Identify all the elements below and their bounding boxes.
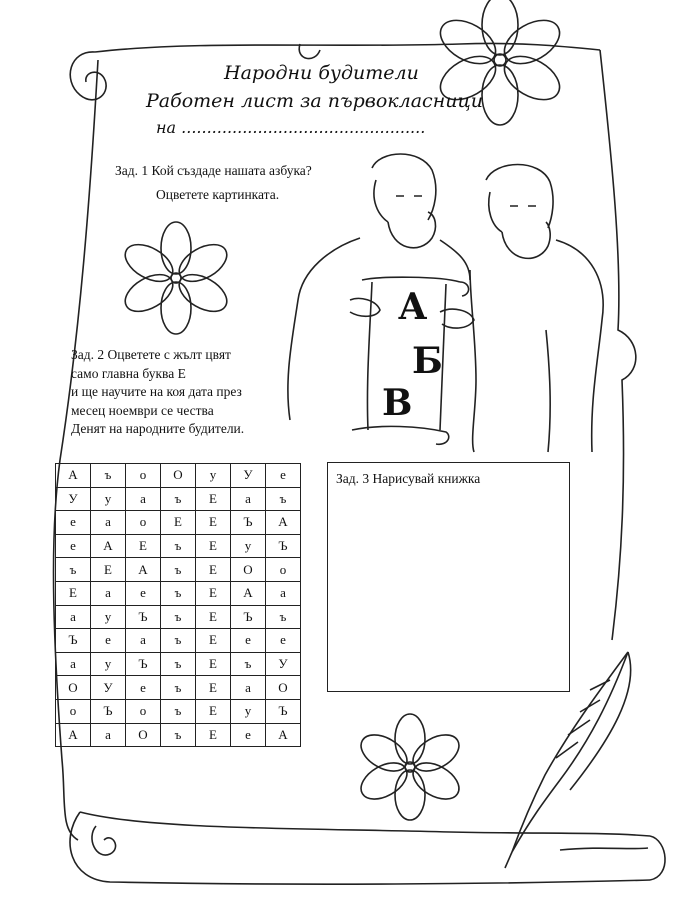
grid-cell[interactable]: А (126, 558, 161, 582)
grid-cell[interactable]: ъ (231, 652, 266, 676)
task2-instructions (71, 346, 244, 439)
grid-cell[interactable]: у (91, 652, 126, 676)
task1-instruction: Оцветете картинката. (156, 187, 280, 202)
grid-row (56, 605, 301, 629)
grid-cell[interactable]: ъ (56, 558, 91, 582)
grid-cell[interactable]: а (231, 487, 266, 511)
grid-cell[interactable]: А (56, 723, 91, 747)
grid-cell[interactable]: а (231, 676, 266, 700)
flower-bottom-icon (355, 714, 465, 820)
grid-cell[interactable]: Ъ (231, 511, 266, 535)
scroll-letter-v: В (382, 382, 413, 424)
grid-cell[interactable]: е (56, 511, 91, 535)
task3-label: Зад. 3 Нарисувай книжка (336, 471, 481, 486)
grid-cell[interactable]: а (91, 723, 126, 747)
grid-row (56, 652, 301, 676)
grid-cell[interactable]: Е (196, 487, 231, 511)
grid-cell[interactable]: е (126, 581, 161, 605)
grid-cell[interactable]: У (266, 652, 301, 676)
grid-cell[interactable]: А (266, 723, 301, 747)
saints-cyril-methodius-illustration (288, 154, 603, 452)
grid-row (56, 464, 301, 488)
grid-cell[interactable]: Е (56, 581, 91, 605)
grid-cell[interactable]: Ъ (126, 605, 161, 629)
grid-cell[interactable]: ъ (161, 605, 196, 629)
grid-cell[interactable]: О (161, 464, 196, 488)
grid-cell[interactable]: у (91, 487, 126, 511)
grid-cell[interactable]: Ъ (56, 629, 91, 653)
scroll-top-left-curl (70, 52, 106, 100)
grid-cell[interactable]: ъ (91, 464, 126, 488)
grid-cell[interactable]: А (91, 534, 126, 558)
grid-cell[interactable]: Е (196, 676, 231, 700)
grid-row (56, 723, 301, 747)
grid-cell[interactable]: о (126, 464, 161, 488)
grid-cell[interactable]: а (126, 487, 161, 511)
drawing-box[interactable] (327, 462, 570, 692)
grid-cell[interactable]: Е (126, 534, 161, 558)
scroll-letter-a: А (398, 286, 428, 328)
grid-cell[interactable]: а (126, 629, 161, 653)
task2-line: месец ноември се чества (71, 402, 214, 418)
grid-row (56, 581, 301, 605)
grid-cell[interactable]: У (56, 487, 91, 511)
grid-cell[interactable]: а (56, 605, 91, 629)
grid-cell[interactable]: е (231, 723, 266, 747)
worksheet-subtitle: Работен лист за първокласници (146, 90, 483, 112)
grid-cell[interactable]: о (126, 511, 161, 535)
grid-cell[interactable]: ъ (161, 487, 196, 511)
grid-row (56, 558, 301, 582)
grid-cell[interactable]: Ъ (266, 534, 301, 558)
grid-cell[interactable]: Е (196, 629, 231, 653)
task2-line: Денят на народните будители. (71, 421, 245, 436)
task2-line: Зад. 2 Оцветете с жълт цвят (71, 347, 231, 362)
grid-cell[interactable]: Е (196, 723, 231, 747)
grid-cell[interactable]: А (56, 464, 91, 488)
scroll-letter-b: Б (412, 340, 443, 382)
grid-cell[interactable]: ъ (161, 699, 196, 723)
task2-line: само главна буква Е (71, 365, 186, 381)
grid-cell[interactable]: Е (91, 558, 126, 582)
grid-cell[interactable]: е (231, 629, 266, 653)
grid-cell[interactable]: Ъ (231, 605, 266, 629)
grid-cell[interactable]: е (56, 534, 91, 558)
grid-cell[interactable]: е (266, 629, 301, 653)
grid-row (56, 534, 301, 558)
grid-cell[interactable]: Ъ (91, 699, 126, 723)
grid-cell[interactable]: Е (196, 581, 231, 605)
task2-line: и ще научите на коя дата през (71, 384, 242, 399)
grid-cell[interactable]: У (91, 676, 126, 700)
grid-cell[interactable]: у (231, 534, 266, 558)
grid-cell[interactable]: у (196, 464, 231, 488)
grid-row (56, 511, 301, 535)
grid-cell[interactable]: ъ (161, 723, 196, 747)
grid-cell[interactable]: Ъ (266, 699, 301, 723)
grid-cell[interactable]: А (266, 511, 301, 535)
grid-row (56, 676, 301, 700)
student-name-line[interactable]: на ................................................ (156, 118, 426, 137)
grid-cell[interactable]: О (126, 723, 161, 747)
letter-grid (55, 463, 301, 747)
grid-cell[interactable]: Е (196, 558, 231, 582)
grid-cell[interactable]: ъ (266, 487, 301, 511)
grid-cell[interactable]: е (266, 464, 301, 488)
flower-left-icon (119, 222, 233, 334)
grid-cell[interactable]: у (231, 699, 266, 723)
grid-row (56, 629, 301, 653)
grid-cell[interactable]: Е (196, 511, 231, 535)
grid-cell[interactable]: а (266, 581, 301, 605)
scroll-bottom-edge (80, 812, 650, 836)
grid-cell[interactable]: Ъ (126, 652, 161, 676)
grid-cell[interactable]: Е (161, 511, 196, 535)
grid-cell[interactable]: о (56, 699, 91, 723)
grid-row (56, 699, 301, 723)
grid-cell[interactable]: о (126, 699, 161, 723)
grid-cell[interactable]: а (91, 581, 126, 605)
grid-cell[interactable]: Е (196, 699, 231, 723)
grid-cell[interactable]: е (126, 676, 161, 700)
grid-cell[interactable]: а (91, 511, 126, 535)
worksheet-title: Народни будители (224, 62, 419, 84)
grid-cell[interactable]: О (266, 676, 301, 700)
grid-cell[interactable]: а (56, 652, 91, 676)
grid-cell[interactable]: ъ (161, 581, 196, 605)
grid-cell[interactable]: Е (196, 534, 231, 558)
grid-cell[interactable]: ъ (161, 676, 196, 700)
grid-cell[interactable]: Е (196, 605, 231, 629)
grid-cell[interactable]: о (266, 558, 301, 582)
grid-cell[interactable]: ъ (161, 558, 196, 582)
grid-cell[interactable]: ъ (266, 605, 301, 629)
grid-cell[interactable]: у (91, 605, 126, 629)
grid-cell[interactable]: ъ (161, 534, 196, 558)
grid-cell[interactable]: ъ (161, 652, 196, 676)
grid-cell[interactable]: е (91, 629, 126, 653)
grid-cell[interactable]: У (231, 464, 266, 488)
grid-cell[interactable]: А (231, 581, 266, 605)
grid-cell[interactable]: Е (196, 652, 231, 676)
grid-cell[interactable]: ъ (161, 629, 196, 653)
scroll-top-edge (95, 43, 600, 52)
task1-question: Зад. 1 Кой създаде нашата азбука? (115, 163, 312, 178)
grid-cell[interactable]: О (231, 558, 266, 582)
grid-cell[interactable]: О (56, 676, 91, 700)
grid-row (56, 487, 301, 511)
